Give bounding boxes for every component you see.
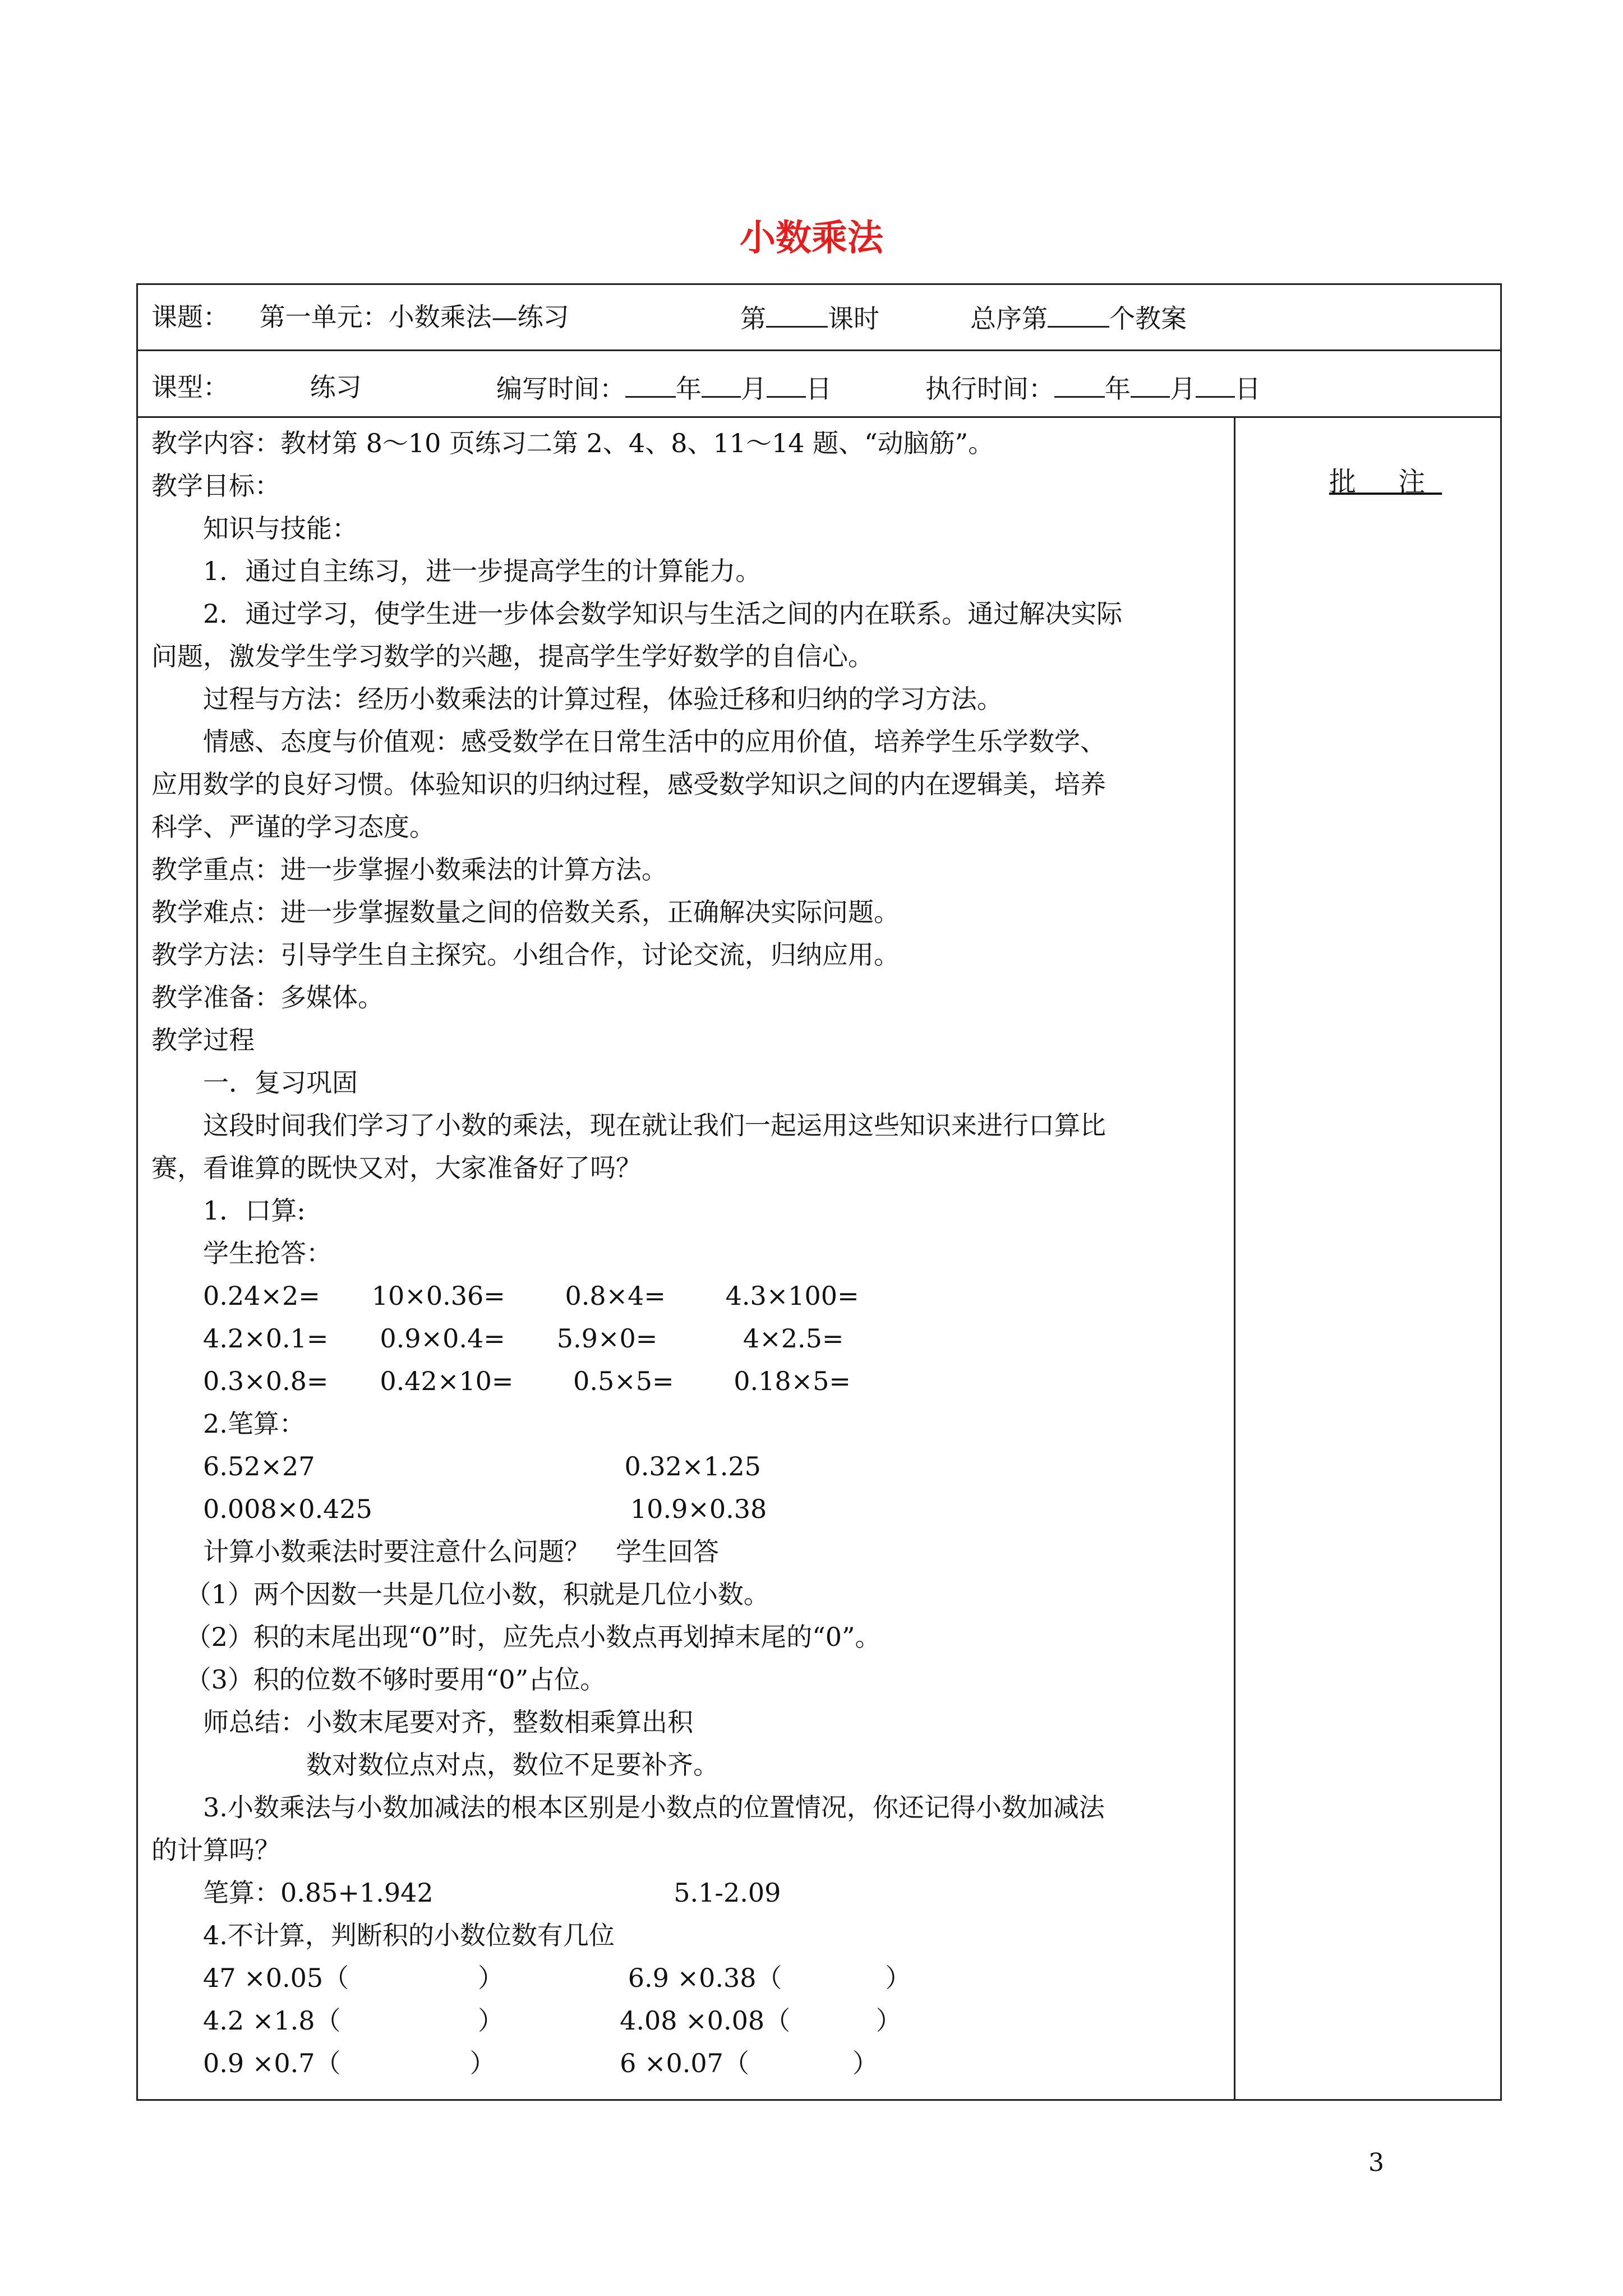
- content-line: 教学重点：进一步掌握小数乘法的计算方法。: [151, 854, 667, 885]
- content-line: 教学内容：教材第 8～10 页练习二第 2、4、8、11～14 题、“动脑筋”。: [151, 428, 994, 458]
- document-title: 小数乘法: [740, 218, 883, 259]
- year-label: 年: [1105, 374, 1131, 404]
- content-line: 知识与技能：: [151, 513, 358, 544]
- write-time: [496, 370, 832, 406]
- write-month-blank: [702, 370, 741, 398]
- write-time-label: 编写时间：: [496, 374, 625, 404]
- remark-label: 批 注: [1329, 466, 1442, 498]
- content-line: 应用数学的良好习惯。体验知识的归纳过程，感受数学知识之间的内在逻辑美，培养: [151, 769, 1106, 799]
- content-line: 1．口算:: [151, 1195, 306, 1226]
- content-line: 0.24×2= 10×0.36= 0.8×4= 4.3×100=: [151, 1281, 859, 1311]
- exec-time-label: 执行时间：: [925, 374, 1054, 404]
- content-line: 计算小数乘法时要注意什么问题？ 学生回答: [151, 1536, 719, 1567]
- content-line: 47 ×0.05（ ） 6.9 ×0.38（ ）: [151, 1963, 911, 1993]
- remark-column-divider: [1234, 416, 1235, 2101]
- write-day-blank: [767, 370, 806, 398]
- content-line: 教学难点：进一步掌握数量之间的倍数关系，正确解决实际问题。: [151, 897, 900, 927]
- topic-label: 课题：: [151, 302, 229, 332]
- content-line: 情感、态度与价值观：感受数学在日常生活中的应用价值，培养学生乐学数学、: [151, 726, 1106, 757]
- page-number: 3: [1368, 2148, 1384, 2177]
- content-line: 4.2 ×1.8（ ） 4.08 ×0.08（ ）: [151, 2005, 902, 2036]
- content-line: 教学方法：引导学生自主探究。小组合作，讨论交流，归纳应用。: [151, 940, 900, 970]
- content-line: 师总结：小数末尾要对齐，整数相乘算出积: [151, 1707, 693, 1737]
- month-label: 月: [1170, 374, 1196, 404]
- content-line: 教学目标：: [151, 471, 280, 501]
- total-number: [970, 300, 1187, 335]
- content-line: 0.3×0.8= 0.42×10= 0.5×5= 0.18×5=: [151, 1366, 851, 1396]
- content-line: （3）积的位数不够时要用“0”占位。: [151, 1664, 606, 1695]
- lesson-number: [740, 300, 879, 335]
- content-line: 教学准备：多媒体。: [151, 982, 384, 1013]
- content-line: 这段时间我们学习了小数的乘法，现在就让我们一起运用这些知识来进行口算比: [151, 1110, 1106, 1140]
- content-line: 问题，激发学生学习数学的兴趣，提高学生学好数学的自信心。: [151, 641, 874, 671]
- table-divider: [136, 416, 1502, 418]
- type-label: 课型：: [151, 372, 229, 402]
- topic-value: 第一单元：小数乘法—练习: [259, 302, 569, 332]
- write-year-blank: [625, 370, 676, 398]
- content-line: 教学过程: [151, 1025, 255, 1055]
- content-line: 6.52×27 0.32×1.25: [151, 1451, 761, 1481]
- content-line: 一．复习巩固: [151, 1068, 358, 1098]
- content-line: 笔算：0.85+1.942 5.1-2.09: [151, 1878, 781, 1908]
- topic-row: [151, 300, 569, 334]
- content-line: 数对数位点对点，数位不足要补齐。: [151, 1750, 719, 1780]
- content-line: 4.2×0.1= 0.9×0.4= 5.9×0= 4×2.5=: [151, 1323, 844, 1354]
- total-suffix: 个教案: [1109, 303, 1187, 334]
- content-line: 4.不计算，判断积的小数位数有几位: [151, 1920, 615, 1950]
- lesson-prefix: 第: [740, 303, 766, 334]
- content-line: 0.9 ×0.7（ ） 6 ×0.07（ ）: [151, 2048, 878, 2078]
- day-label: 日: [806, 374, 832, 404]
- content-line: 科学、严谨的学习态度。: [151, 812, 435, 842]
- exec-time: [925, 370, 1261, 406]
- content-line: 2．通过学习，使学生进一步体会数学知识与生活之间的内在联系。通过解决实际: [151, 599, 1123, 629]
- total-number-blank: [1048, 300, 1109, 328]
- content-line: 0.008×0.425 10.9×0.38: [151, 1494, 767, 1524]
- lesson-suffix: 课时: [828, 303, 879, 334]
- content-line: 的计算吗？: [151, 1835, 280, 1865]
- content-line: 学生抢答：: [151, 1238, 332, 1268]
- total-prefix: 总序第: [970, 303, 1048, 334]
- content-line: （2）积的末尾出现“0”时，应先点小数点再划掉末尾的“0”。: [151, 1622, 881, 1652]
- year-label: 年: [676, 374, 702, 404]
- type-value: 练习: [310, 372, 362, 402]
- month-label: 月: [741, 374, 767, 404]
- content-line: （1）两个因数一共是几位小数，积就是几位小数。: [151, 1579, 769, 1609]
- exec-day-blank: [1196, 370, 1235, 398]
- exec-month-blank: [1131, 370, 1170, 398]
- table-divider: [136, 349, 1502, 351]
- exec-year-blank: [1054, 370, 1105, 398]
- content-line: 3.小数乘法与小数加减法的根本区别是小数点的位置情况，你还记得小数加减法: [151, 1792, 1105, 1823]
- content-line: 1．通过自主练习，进一步提高学生的计算能力。: [151, 556, 762, 586]
- type-row: [151, 370, 362, 404]
- lesson-number-blank: [766, 300, 828, 328]
- content-line: 2.笔算：: [151, 1409, 305, 1439]
- day-label: 日: [1235, 374, 1261, 404]
- content-line: 赛，看谁算的既快又对，大家准备好了吗？: [151, 1153, 642, 1183]
- content-line: 过程与方法：经历小数乘法的计算过程，体验迁移和归纳的学习方法。: [151, 684, 1003, 714]
